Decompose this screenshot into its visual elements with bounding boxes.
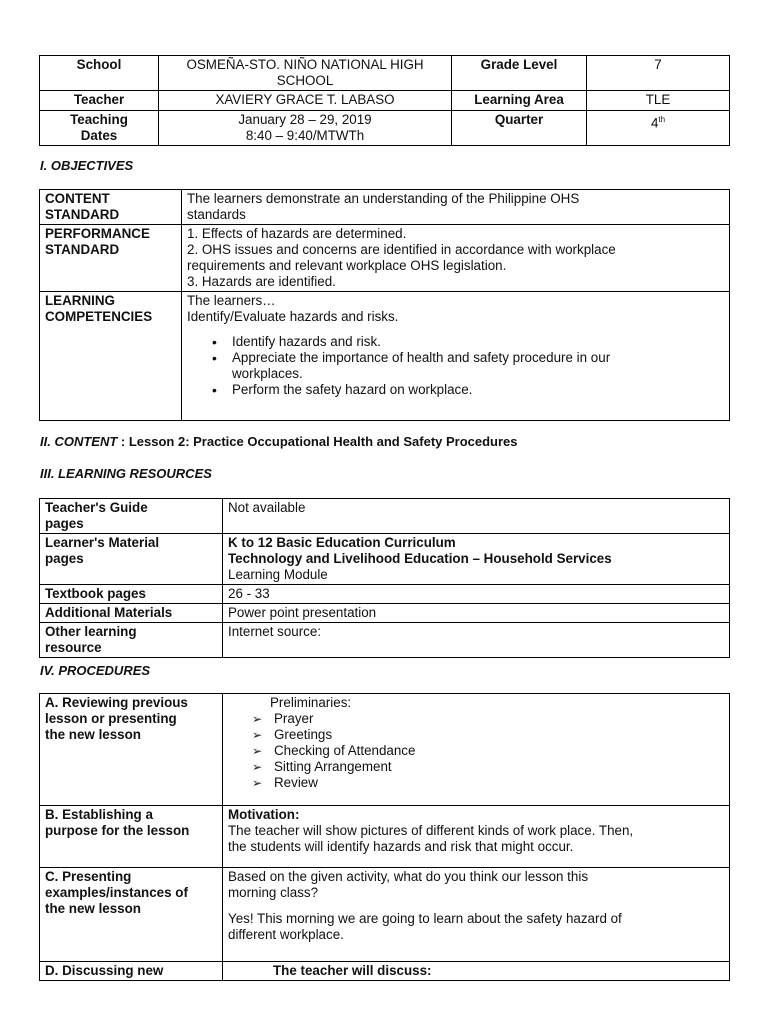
- list-item: ➢ Greetings: [228, 727, 724, 743]
- procedures-heading: IV. PROCEDURES: [40, 663, 151, 678]
- procedure-a-value: Preliminaries: ➢ Prayer ➢ Greetings ➢ Checking of Attendance ➢ Sitting Arrangement ➢ Review: [223, 694, 730, 806]
- list-item: ➢ Checking of Attendance: [228, 743, 724, 759]
- other-resource-value: Internet source:: [223, 623, 730, 658]
- teachers-guide-value: Not available: [223, 499, 730, 534]
- procedure-c-value: Based on the given activity, what do you think our lesson this morning class? Yes! This morning we are going to learn about the safety hazard of different workplace.: [223, 868, 730, 962]
- list-item: • Identify hazards and risk.: [187, 334, 724, 350]
- performance-standard-label: PERFORMANCE STANDARD: [40, 225, 182, 292]
- header-table: [39, 55, 730, 146]
- procedure-c-label: C. Presenting examples/instances of the new lesson: [40, 868, 223, 962]
- learning-area-value: TLE: [587, 91, 730, 111]
- other-resource-label: Other learning resource: [40, 623, 223, 658]
- objectives-heading: I. OBJECTIVES: [40, 158, 134, 173]
- teachers-guide-label: Teacher's Guide pages: [40, 499, 223, 534]
- grade-level-value: 7: [587, 56, 730, 91]
- teacher-label: Teacher: [40, 91, 159, 111]
- content-standard-label: CONTENT STANDARD: [40, 190, 182, 225]
- list-item: • Perform the safety hazard on workplace.: [187, 382, 724, 398]
- school-label: School: [40, 56, 159, 91]
- teaching-dates-value: January 28 – 29, 2019 8:40 – 9:40/MTWTh: [159, 111, 452, 146]
- resources-table: [39, 498, 730, 658]
- learning-competencies-label: LEARNING COMPETENCIES: [40, 292, 182, 421]
- list-item: ➢ Prayer: [228, 711, 724, 727]
- teacher-value: XAVIERY GRACE T. LABASO: [159, 91, 452, 111]
- procedures-table: [39, 693, 730, 981]
- list-item: ➢ Review: [228, 775, 724, 791]
- quarter-label: Quarter: [452, 111, 587, 146]
- learners-material-value: K to 12 Basic Education Curriculum Technology and Livelihood Education – Household Services Learning Module: [223, 534, 730, 585]
- list-item: • Appreciate the importance of health and safety procedure in our workplaces.: [187, 350, 724, 382]
- objectives-table: [39, 189, 730, 421]
- content-standard-value: The learners demonstrate an understanding of the Philippine OHS standards: [182, 190, 730, 225]
- learners-material-label: Learner's Material pages: [40, 534, 223, 585]
- additional-materials-value: Power point presentation: [223, 604, 730, 623]
- procedure-d-label: D. Discussing new: [40, 962, 223, 981]
- school-value: OSMEÑA-STO. NIÑO NATIONAL HIGH SCHOOL: [159, 56, 452, 91]
- procedure-b-label: B. Establishing a purpose for the lesson: [40, 806, 223, 868]
- learning-area-label: Learning Area: [452, 91, 587, 111]
- grade-level-label: Grade Level: [452, 56, 587, 91]
- teaching-dates-label: Teaching Dates: [40, 111, 159, 146]
- quarter-value: 4th: [587, 111, 730, 146]
- textbook-pages-value: 26 - 33: [223, 585, 730, 604]
- textbook-pages-label: Textbook pages: [40, 585, 223, 604]
- performance-standard-value: 1. Effects of hazards are determined. 2. OHS issues and concerns are identified in accordance with workplace requirements and relevant workplace OHS legislation. 3. Hazards are identified.: [182, 225, 730, 292]
- learning-resources-heading: III. LEARNING RESOURCES: [40, 466, 212, 481]
- procedure-a-label: A. Reviewing previous lesson or presenting the new lesson: [40, 694, 223, 806]
- learning-competencies-value: The learners… Identify/Evaluate hazards and risks. • Identify hazards and risk. • Appreciate the importance of health and safety procedure in our workplaces. • Perform the safety hazard on workplace.: [182, 292, 730, 421]
- list-item: ➢ Sitting Arrangement: [228, 759, 724, 775]
- additional-materials-label: Additional Materials: [40, 604, 223, 623]
- procedure-d-value: The teacher will discuss:: [223, 962, 730, 981]
- procedure-b-value: Motivation: The teacher will show pictures of different kinds of work place. Then, the students will identify hazards and risk that might occur.: [223, 806, 730, 868]
- content-heading: II. CONTENT : Lesson 2: Practice Occupational Health and Safety Procedures: [40, 434, 518, 449]
